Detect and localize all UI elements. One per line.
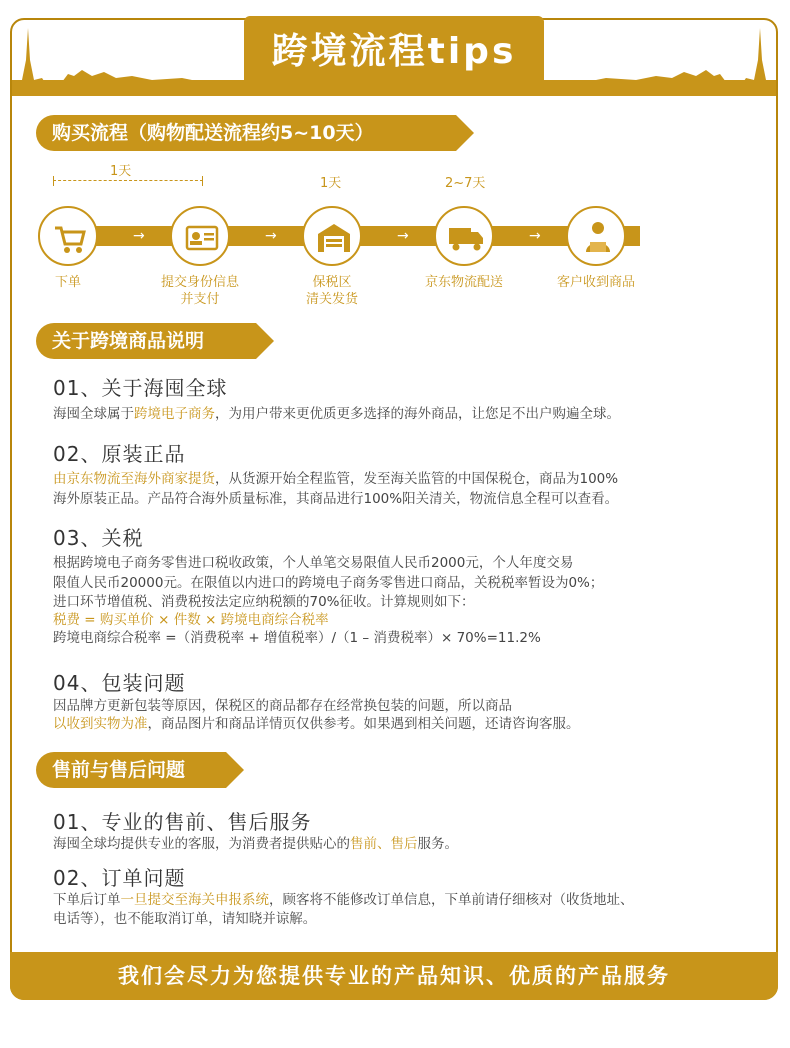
truck-icon bbox=[434, 206, 494, 266]
section-tag-about: 关于跨境商品说明 bbox=[36, 323, 256, 359]
item-text: 进口环节增值税、消费税按法定应纳税额的70%征收。计算规则如下： bbox=[53, 594, 475, 610]
item-title: 03、关税 bbox=[53, 526, 144, 550]
arrow-icon: → bbox=[265, 228, 277, 244]
step-label-sub: 清关发货 bbox=[305, 292, 358, 307]
arrow-icon: → bbox=[529, 228, 541, 244]
item-title: 02、原装正品 bbox=[53, 442, 186, 466]
step-label-sub: 并支付 bbox=[180, 292, 220, 307]
duration-label: 2~7天 bbox=[445, 176, 486, 191]
item-text: 限值人民币20000元。在限值以内进口的跨境电子商务零售进口商品，关税税率暂设为0%； bbox=[53, 575, 604, 591]
cart-icon bbox=[38, 206, 98, 266]
item-text: 下单后订单一旦提交至海关申报系统，顾客将不能修改订单信息，下单前请仔细核对（收货地址、 bbox=[53, 892, 634, 908]
item-title: 01、关于海囤全球 bbox=[53, 376, 228, 400]
page-title: 跨境流程tips bbox=[244, 16, 544, 92]
duration-label: 1天 bbox=[320, 176, 342, 191]
receive-icon bbox=[566, 206, 626, 266]
item-text: 根据跨境电子商务零售进口税收政策，个人单笔交易限值人民币2000元，个人年度交易 bbox=[53, 555, 574, 571]
warehouse-icon bbox=[302, 206, 362, 266]
duration-label: 1天 bbox=[110, 164, 132, 179]
duration-bracket bbox=[53, 180, 203, 181]
step-label: 提交身份信息 bbox=[160, 275, 239, 290]
id-card-icon bbox=[170, 206, 230, 266]
item-text: 电话等），也不能取消订单，请知晓并谅解。 bbox=[53, 911, 317, 927]
step-label: 保税区 bbox=[312, 275, 352, 290]
item-text: 海囤全球均提供专业的客服，为消费者提供贴心的售前、售后服务。 bbox=[53, 836, 458, 852]
item-title: 01、专业的售前、售后服务 bbox=[53, 810, 312, 834]
step-label: 下单 bbox=[54, 275, 81, 290]
section-tag-purchase: 购买流程（购物配送流程约5~10天） bbox=[36, 115, 456, 151]
item-text: 由京东物流至海外商家提货，从货源开始全程监管，发至海关监管的中国保税仓，商品为100% bbox=[53, 471, 619, 487]
tax-rate-formula: 跨境电商综合税率 =（消费税率 + 增值税率）/（1 – 消费税率）× 70%=11.2% bbox=[53, 630, 541, 646]
item-text: 海囤全球属于跨境电子商务，为用户带来更优质更多选择的海外商品，让您足不出户购遍全球。 bbox=[53, 406, 620, 422]
item-title: 04、包装问题 bbox=[53, 671, 186, 695]
item-text: 因品牌方更新包装等原因，保税区的商品都存在经常换包装的问题，所以商品 bbox=[53, 698, 512, 714]
section-tag-service: 售前与售后问题 bbox=[36, 752, 226, 788]
arrow-icon: → bbox=[133, 228, 145, 244]
step-label: 京东物流配送 bbox=[424, 275, 503, 290]
item-text: 海外原装正品。产品符合海外质量标准，其商品进行100%阳关清关，物流信息全程可以查看。 bbox=[53, 491, 619, 507]
item-text: 以收到实物为准，商品图片和商品详情页仅供参考。如果遇到相关问题，还请咨询客服。 bbox=[53, 716, 580, 732]
step-label: 客户收到商品 bbox=[556, 275, 635, 290]
arrow-icon: → bbox=[397, 228, 409, 244]
footer-banner: 我们会尽力为您提供专业的产品知识、优质的产品服务 bbox=[10, 952, 778, 1000]
item-title: 02、订单问题 bbox=[53, 866, 186, 890]
tax-formula: 税费 = 购买单价 × 件数 × 跨境电商综合税率 bbox=[53, 612, 329, 628]
